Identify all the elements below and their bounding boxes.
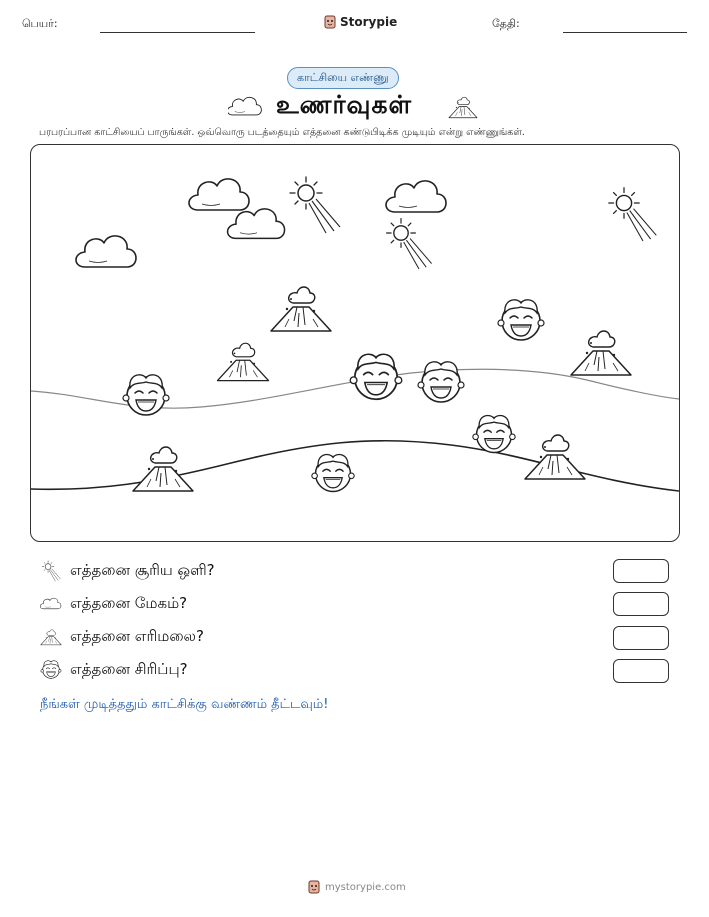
cloud-icon bbox=[40, 593, 62, 615]
storypie-logo-icon bbox=[324, 15, 336, 29]
question-row-volcano bbox=[40, 626, 204, 648]
cloud bbox=[76, 236, 136, 267]
laughing-face bbox=[123, 375, 169, 415]
scene-illustration bbox=[31, 145, 679, 541]
name-label: பெயர்: bbox=[22, 17, 58, 30]
footer-url[interactable]: mystorypie.com bbox=[325, 881, 406, 893]
brand-name: Storypie bbox=[340, 15, 398, 29]
cloud bbox=[386, 181, 446, 212]
volcano bbox=[218, 343, 269, 380]
answer-box-laugh[interactable] bbox=[613, 659, 669, 683]
laughing-face bbox=[350, 354, 402, 399]
volcano bbox=[525, 435, 585, 479]
laughing-face bbox=[498, 300, 544, 340]
brand-header bbox=[324, 15, 397, 29]
question-text: எத்தனை மேகம்? bbox=[70, 594, 188, 612]
question-row-sunlight bbox=[40, 560, 215, 582]
date-label: தேதி: bbox=[492, 17, 520, 30]
instructions-text: பரபரப்பான காட்சியைப் பாருங்கள். ஒவ்வொரு படத்தையும் எத்தனை கண்டுபிடிக்க முடியும் என்று எண்ணுங்கள். bbox=[39, 127, 525, 138]
coloring-note: நீங்கள் முடித்ததும் காட்சிக்கு வண்ணம் தீட்டவும்! bbox=[40, 697, 329, 712]
question-text: எத்தனை சூரிய ஒளி? bbox=[70, 561, 215, 579]
laughing-face bbox=[473, 416, 515, 453]
footer-brand bbox=[308, 880, 406, 894]
volcano-icon bbox=[40, 626, 62, 648]
counting-scene bbox=[30, 144, 680, 542]
question-text: எத்தனை சிரிப்பு? bbox=[70, 660, 188, 678]
volcano bbox=[133, 447, 193, 491]
answer-box-cloud[interactable] bbox=[613, 592, 669, 616]
storypie-logo-icon bbox=[308, 880, 320, 894]
sunlight-icon bbox=[40, 560, 62, 582]
laughing-face bbox=[312, 455, 354, 492]
laughing-face-icon bbox=[40, 659, 62, 681]
volcano-icon bbox=[448, 93, 478, 121]
question-row-laugh bbox=[40, 659, 188, 681]
activity-badge: காட்சியை எண்ணு bbox=[287, 67, 399, 89]
sunlight bbox=[609, 188, 657, 241]
sunlight bbox=[290, 177, 340, 233]
volcano bbox=[571, 331, 631, 375]
question-text: எத்தனை எரிமலை? bbox=[70, 627, 204, 645]
laughing-face bbox=[418, 362, 464, 402]
cloud bbox=[189, 179, 249, 210]
cloud-icon bbox=[228, 94, 262, 120]
answer-box-sunlight[interactable] bbox=[613, 559, 669, 583]
question-row-cloud bbox=[40, 593, 187, 615]
answer-box-volcano[interactable] bbox=[613, 626, 669, 650]
sunlight bbox=[387, 219, 432, 269]
date-field-line[interactable] bbox=[563, 32, 687, 33]
page-title: உணர்வுகள் bbox=[276, 90, 413, 119]
cloud bbox=[228, 209, 285, 239]
volcano bbox=[271, 287, 331, 331]
front-hill-line bbox=[31, 441, 679, 491]
name-field-line[interactable] bbox=[100, 32, 255, 33]
